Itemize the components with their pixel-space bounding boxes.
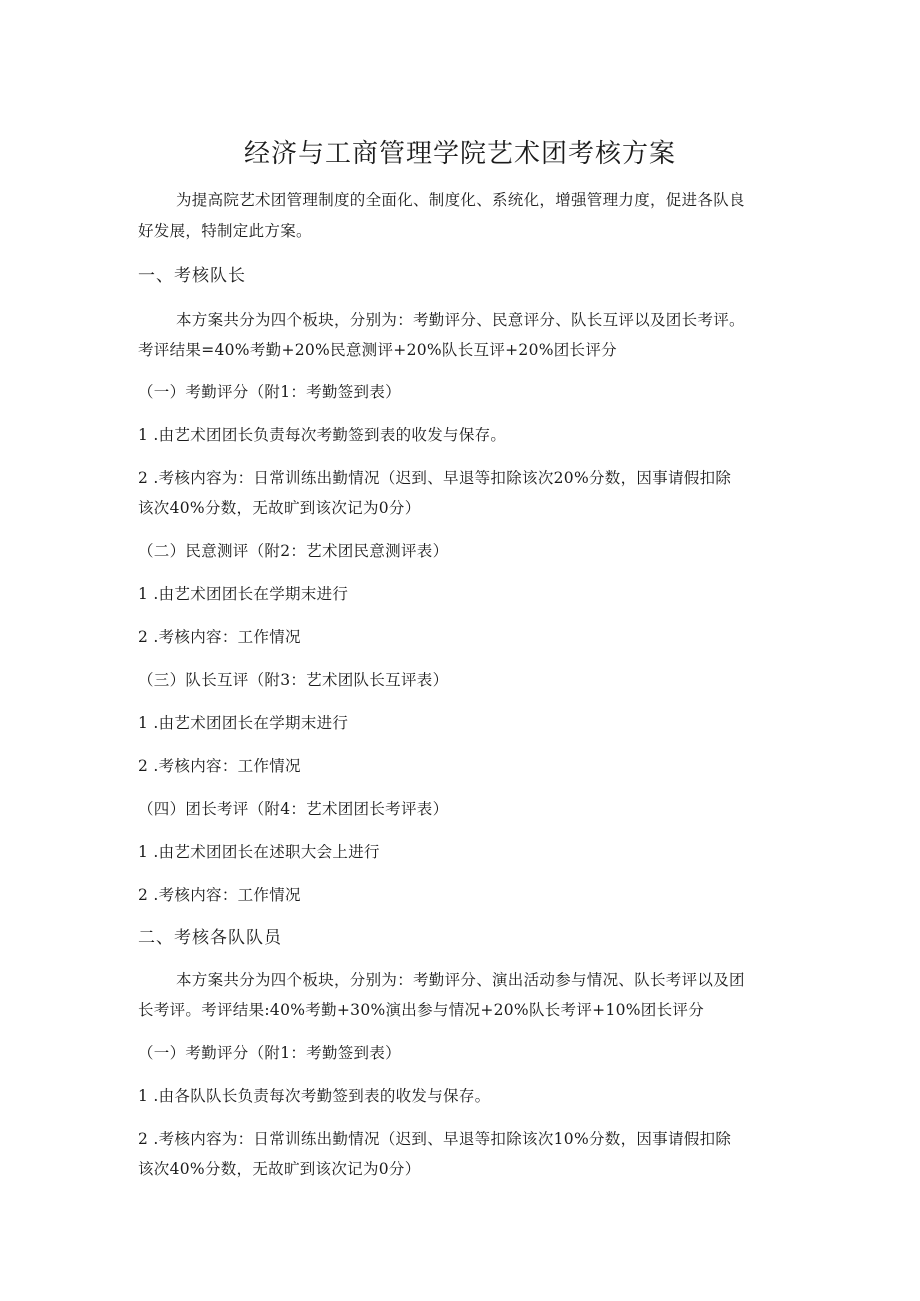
subsection-heading-2-1: （一）考勤评分（附1：考勤签到表）: [138, 1044, 401, 1062]
list-item: 1 .由艺术团团长在学期末进行: [138, 585, 349, 603]
subsection-heading-1-4: （四）团长考评（附4：艺术团团长考评表）: [138, 800, 449, 818]
list-item: 1 .由艺术团团长在述职大会上进行: [138, 843, 380, 861]
section1-desc-line-1: 本方案共分为四个板块，分别为：考勤评分、民意评分、队长互评以及团长考评。: [176, 311, 745, 329]
list-item: 2 .考核内容为：日常训练出勤情况（迟到、早退等扣除该次20%分数，因事请假扣除: [138, 469, 732, 487]
list-item: 1 .由艺术团团长负责每次考勤签到表的收发与保存。: [138, 426, 507, 444]
subsection-heading-1-1: （一）考勤评分（附1：考勤签到表）: [138, 383, 401, 401]
section-heading-2: 二、考核各队队员: [138, 928, 282, 948]
list-item: 2 .考核内容为：日常训练出勤情况（迟到、早退等扣除该次10%分数，因事请假扣除: [138, 1130, 732, 1148]
section2-desc-line-2: 长考评。考评结果:40%考勤+30%演出参与情况+20%队长考评+10%团长评分: [138, 1001, 704, 1019]
list-item: 2 .考核内容：工作情况: [138, 886, 301, 904]
subsection-heading-1-2: （二）民意测评（附2：艺术团民意测评表）: [138, 542, 449, 560]
intro-line-2: 好发展，特制定此方案。: [138, 222, 312, 240]
list-item: 2 .考核内容：工作情况: [138, 757, 301, 775]
section1-desc-line-2: 考评结果=40%考勤+20%民意测评+20%队长互评+20%团长评分: [138, 341, 617, 359]
list-item-continuation: 该次40%分数，无故旷到该次记为0分）: [138, 499, 421, 517]
list-item: 1 .由各队队长负责每次考勤签到表的收发与保存。: [138, 1087, 491, 1105]
intro-line-1: 为提高院艺术团管理制度的全面化、制度化、系统化，增强管理力度，促进各队良: [176, 191, 745, 209]
list-item: 1 .由艺术团团长在学期末进行: [138, 714, 349, 732]
section-heading-1: 一、考核队长: [138, 266, 246, 286]
section2-desc-line-1: 本方案共分为四个板块，分别为：考勤评分、演出活动参与情况、队长考评以及团: [176, 971, 745, 989]
document-title: 经济与工商管理学院艺术团考核方案: [243, 139, 676, 169]
subsection-heading-1-3: （三）队长互评（附3：艺术团队长互评表）: [138, 671, 449, 689]
list-item: 2 .考核内容：工作情况: [138, 628, 301, 646]
list-item-continuation: 该次40%分数，无故旷到该次记为0分）: [138, 1160, 421, 1178]
